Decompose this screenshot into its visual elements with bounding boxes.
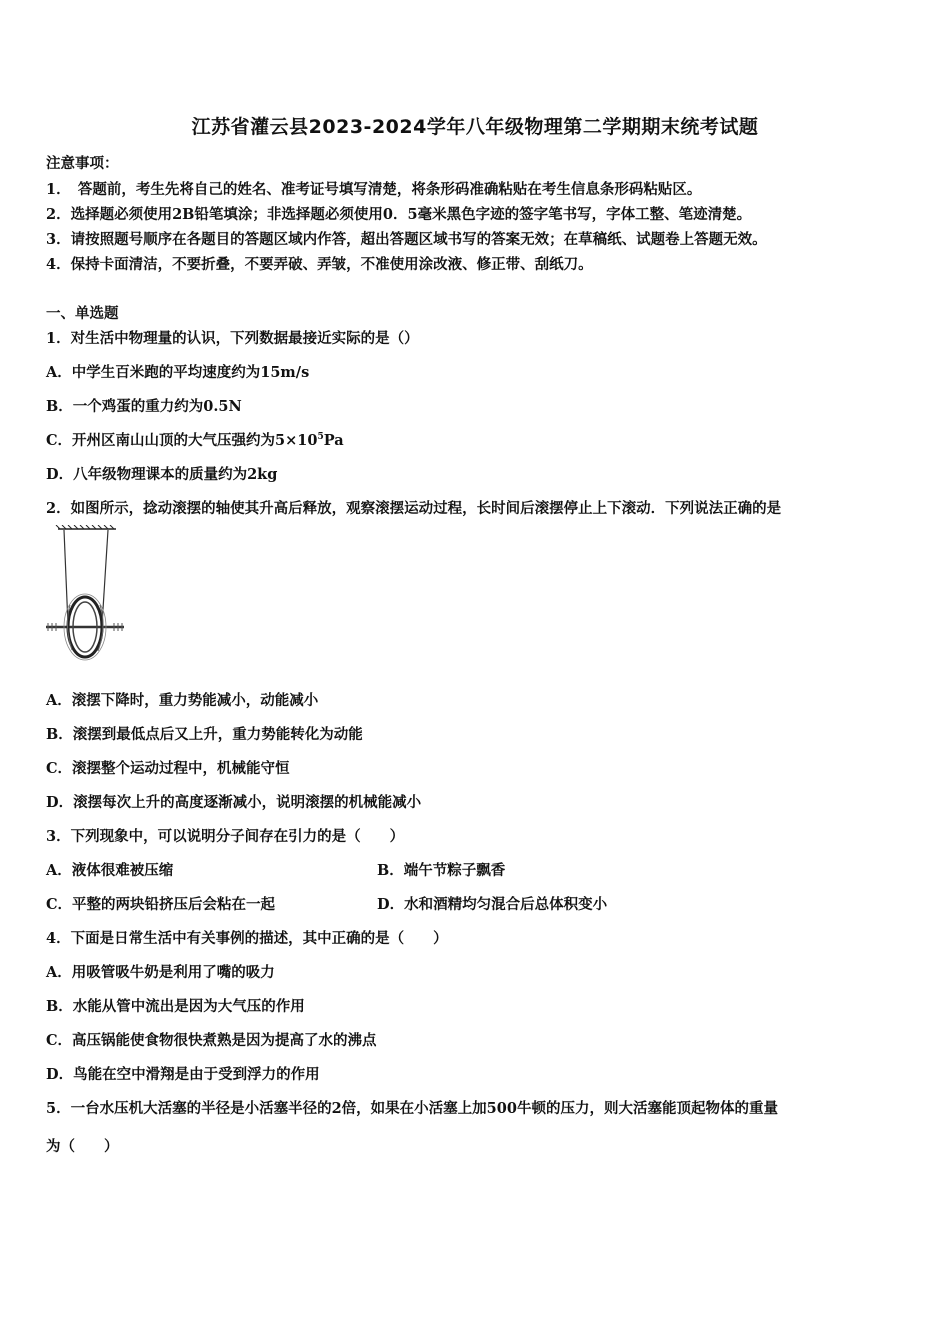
question-3-option-b: B．端午节粽子飘香 [377,862,506,879]
question-5-stem-cont: 为（ ） [46,1138,119,1155]
question-2-option-c: C．滚摆整个运动过程中，机械能守恒 [46,760,290,777]
pendulum-wheel-figure [44,525,124,665]
question-4-stem: 4．下面是日常生活中有关事例的描述，其中正确的是（ ） [46,930,448,947]
question-2-stem: 2．如图所示，捻动滚摆的轴使其升高后释放，观察滚摆运动过程，长时间后滚摆停止上下滚动．下列说法正确的是 [46,500,782,517]
question-4-option-d: D．鸟能在空中滑翔是由于受到浮力的作用 [46,1066,320,1083]
question-2-option-d: D．滚摆每次上升的高度逐渐减小，说明滚摆的机械能减小 [46,794,422,811]
notice-item: 4．保持卡面清洁，不要折叠，不要弄破、弄皱，不准使用涂改液、修正带、刮纸刀。 [46,256,593,273]
question-3-option-d: D．水和酒精均匀混合后总体积变小 [377,896,608,913]
question-4-option-b: B．水能从管中流出是因为大气压的作用 [46,998,305,1015]
question-2-option-b: B．滚摆到最低点后又上升，重力势能转化为动能 [46,726,363,743]
question-1-option-a: A．中学生百米跑的平均速度约为15m/s [46,364,310,381]
question-1-option-b: B．一个鸡蛋的重力约为0.5N [46,398,242,415]
notice-item: 2．选择题必须使用2B铅笔填涂；非选择题必须使用0．5毫米黑色字迹的签字笔书写，字体工整、笔迹清楚。 [46,206,752,223]
question-3-stem: 3．下列现象中，可以说明分子间存在引力的是（ ） [46,828,405,845]
question-1-option-d: D．八年级物理课本的质量约为2kg [46,466,278,483]
question-3-option-a: A．液体很难被压缩 [46,862,174,879]
question-2-option-a: A．滚摆下降时，重力势能减小，动能减小 [46,692,319,709]
question-1-stem: 1．对生活中物理量的认识，下列数据最接近实际的是（） [46,330,419,347]
notice-item: 1． 答题前，考生先将自己的姓名、准考证号填写清楚，将条形码准确粘贴在考生信息条形码粘贴区。 [46,181,702,198]
section-heading: 一、单选题 [46,305,119,322]
option-c-unit: Pa [323,432,344,449]
question-5-stem: 5．一台水压机大活塞的半径是小活塞半径的2倍，如果在小活塞上加500牛顿的压力，则大活塞能顶起物体的重量 [46,1100,778,1117]
page-title: 江苏省灌云县2023-2024学年八年级物理第二学期期末统考试题 [191,116,759,138]
question-4-option-c: C．高压锅能使食物很快煮熟是因为提高了水的沸点 [46,1032,377,1049]
notice-item: 3．请按照题号顺序在各题目的答题区域内作答，超出答题区域书写的答案无效；在草稿纸、试题卷上答题无效。 [46,231,767,248]
question-3-option-c: C．平整的两块铅挤压后会粘在一起 [46,896,276,913]
exponent: 5 [317,432,324,443]
question-4-option-a: A．用吸管吸牛奶是利用了嘴的吸力 [46,964,275,981]
notice-heading: 注意事项： [46,155,119,172]
option-c-text: C．开州区南山山顶的大气压强约为5×10 [46,432,318,449]
question-1-option-c [46,429,344,450]
